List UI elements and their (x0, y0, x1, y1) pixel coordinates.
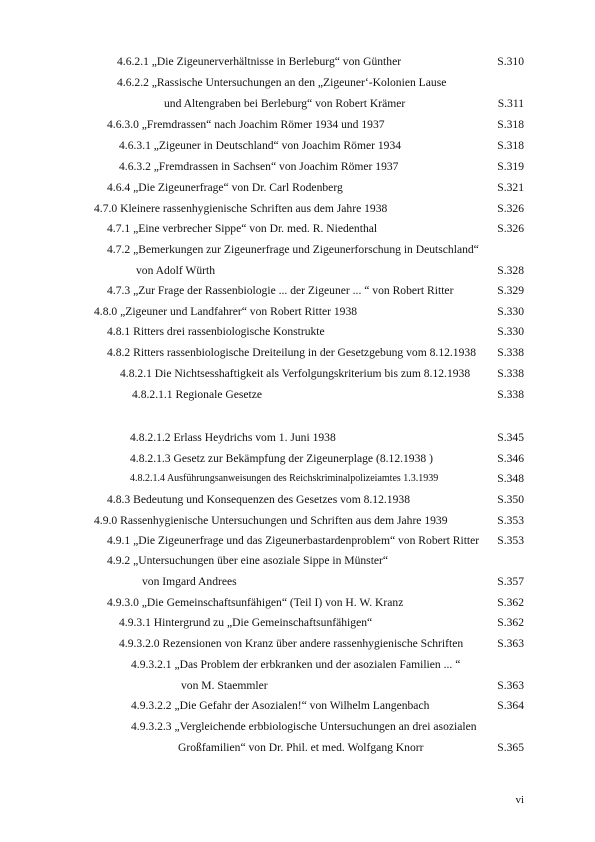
toc-entry (0, 385, 595, 405)
toc-entry (0, 531, 595, 551)
toc-entry-page: S.310 (497, 55, 524, 68)
toc-entry (0, 136, 595, 156)
toc-entry (0, 593, 595, 613)
toc-entry-page: S.353 (497, 534, 524, 547)
toc-entry-page: S.345 (497, 431, 524, 444)
toc-entry-page: S.353 (497, 514, 524, 527)
toc-entry-text: 4.8.3 Bedeutung und Konsequenzen des Gesetzes vom 8.12.1938 (107, 493, 410, 506)
toc-entry-page: S.363 (497, 637, 524, 650)
toc-entry-text: von Imgard Andrees (142, 575, 237, 588)
toc-entry-text: 4.6.3.2 „Fremdrassen in Sachsen“ von Joachim Römer 1937 (119, 160, 399, 173)
toc-entry (0, 469, 595, 489)
toc-entry (0, 551, 595, 571)
toc-entry-page: S.318 (497, 139, 524, 152)
toc-entry (0, 219, 595, 239)
toc-entry-text: 4.8.2.1.2 Erlass Heydrichs vom 1. Juni 1938 (130, 431, 336, 444)
toc-entry (0, 364, 595, 384)
toc-entry-text: 4.6.3.1 „Zigeuner in Deutschland“ von Joachim Römer 1934 (119, 139, 402, 152)
toc-entry (0, 511, 595, 531)
toc-entry-text: 4.8.2 Ritters rassenbiologische Dreiteilung in der Gesetzgebung vom 8.12.1938 (107, 346, 476, 359)
toc-entry-page: S.326 (497, 222, 524, 235)
toc-entry-page: S.357 (497, 575, 524, 588)
toc-entry-text: 4.9.0 Rassenhygienische Untersuchungen und Schriften aus dem Jahre 1939 (94, 514, 448, 527)
toc-entry-page: S.326 (497, 202, 524, 215)
toc-entry-text: 4.9.3.0 „Die Gemeinschaftsunfähigen“ (Teil I) von H. W. Kranz (107, 596, 404, 609)
toc-entry-page: S.338 (497, 388, 524, 401)
toc-entry (0, 240, 595, 260)
toc-entry (0, 676, 595, 696)
toc-entry-page: S.319 (497, 160, 524, 173)
toc-entry (0, 343, 595, 363)
toc-entry-page: S.330 (497, 305, 524, 318)
toc-entry (0, 655, 595, 675)
page-number: vi (515, 794, 524, 806)
toc-entry-text: Großfamilien“ von Dr. Phil. et med. Wolfgang Knorr (178, 741, 424, 754)
toc-entry-text: von M. Staemmler (181, 679, 268, 692)
toc-entry (0, 199, 595, 219)
toc-entry (0, 115, 595, 135)
toc-entry (0, 73, 595, 93)
toc-entry-page: S.311 (497, 97, 524, 110)
toc-entry (0, 94, 595, 114)
toc-entry-text: 4.9.2 „Untersuchungen über eine asoziale Sippe in Münster“ (107, 554, 389, 567)
toc-entry (0, 322, 595, 342)
toc-entry (0, 572, 595, 592)
toc-entry-page: S.363 (497, 679, 524, 692)
toc-entry (0, 302, 595, 322)
toc-entry-page: S.328 (497, 264, 524, 277)
toc-entry-page: S.348 (497, 472, 524, 485)
toc-entry-text: 4.9.3.2.3 „Vergleichende erbbiologische Untersuchungen an drei asozialen (131, 720, 477, 733)
toc-entry-text: 4.7.2 „Bemerkungen zur Zigeunerfrage und Zigeunerforschung in Deutschland“ (107, 243, 479, 256)
toc-entry-page: S.330 (497, 325, 524, 338)
toc-entry-text: 4.6.3.0 „Fremdrassen“ nach Joachim Römer 1934 und 1937 (107, 118, 385, 131)
toc-entry (0, 717, 595, 737)
toc-entry-page: S.329 (497, 284, 524, 297)
toc-entry-page: S.362 (497, 596, 524, 609)
toc-entry (0, 157, 595, 177)
toc-entry-page: S.338 (497, 346, 524, 359)
toc-entry-text: 4.6.4 „Die Zigeunerfrage“ von Dr. Carl Rodenberg (107, 181, 343, 194)
toc-entry-text: 4.8.2.1.3 Gesetz zur Bekämpfung der Zigeunerplage (8.12.1938 ) (130, 452, 433, 465)
toc-entry-page: S.364 (497, 699, 524, 712)
toc-entry (0, 261, 595, 281)
toc-entry-text: 4.8.2.1 Die Nichtsesshaftigkeit als Verfolgungskriterium bis zum 8.12.1938 (120, 367, 471, 380)
toc-entry-page: S.365 (497, 741, 524, 754)
toc-entry (0, 178, 595, 198)
toc-entry-text: 4.7.3 „Zur Frage der Rassenbiologie ... der Zigeuner ... “ von Robert Ritter (107, 284, 454, 297)
toc-entry-page: S.350 (497, 493, 524, 506)
toc-entry (0, 428, 595, 448)
toc-entry-page: S.362 (497, 616, 524, 629)
toc-entry-text: 4.7.1 „Eine verbrecher Sippe“ von Dr. med. R. Niedenthal (107, 222, 378, 235)
toc-entry-page: S.338 (497, 367, 524, 380)
toc-entry-text: und Altengraben bei Berleburg“ von Robert Krämer (164, 97, 406, 110)
toc-entry-text: 4.6.2.1 „Die Zigeunerverhältnisse in Berleburg“ von Günther (117, 55, 402, 68)
toc-entry-text: von Adolf Würth (136, 264, 216, 277)
toc-entry (0, 634, 595, 654)
toc-entry (0, 738, 595, 758)
toc-entry (0, 696, 595, 716)
toc-entry-text: 4.9.3.2.0 Rezensionen von Kranz über andere rassenhygienische Schriften (119, 637, 464, 650)
toc-entry (0, 490, 595, 510)
toc-entry-text: 4.8.0 „Zigeuner und Landfahrer“ von Robert Ritter 1938 (94, 305, 358, 318)
toc-entry (0, 52, 595, 72)
toc-entry (0, 613, 595, 633)
toc-entry-text: 4.8.1 Ritters drei rassenbiologische Konstrukte (107, 325, 325, 338)
toc-entry-text: 4.9.1 „Die Zigeunerfrage und das Zigeunerbastardenproblem“ von Robert Ritter (107, 534, 480, 547)
toc-entry (0, 449, 595, 469)
toc-entry-page: S.346 (497, 452, 524, 465)
toc-entry-text: 4.8.2.1.1 Regionale Gesetze (132, 388, 263, 401)
toc-entry-page: S.318 (497, 118, 524, 131)
toc-entry-text: 4.9.3.2.1 „Das Problem der erbkranken und der asozialen Familien ... “ (131, 658, 461, 671)
toc-entry-text: 4.7.0 Kleinere rassenhygienische Schriften aus dem Jahre 1938 (94, 202, 388, 215)
toc-entry-page: S.321 (497, 181, 524, 194)
toc-entry-text: 4.9.3.1 Hintergrund zu „Die Gemeinschaftsunfähigen“ (119, 616, 373, 629)
toc-entry-text: 4.8.2.1.4 Ausführungsanweisungen des Reichskriminalpolizeiamtes 1.3.1939 (130, 473, 439, 484)
toc-entry (0, 281, 595, 301)
toc-entry-text: 4.6.2.2 „Rassische Untersuchungen an den „Zigeuner‘-Kolonien Lause (117, 76, 447, 89)
toc-entry-text: 4.9.3.2.2 „Die Gefahr der Asozialen!“ von Wilhelm Langenbach (131, 699, 430, 712)
